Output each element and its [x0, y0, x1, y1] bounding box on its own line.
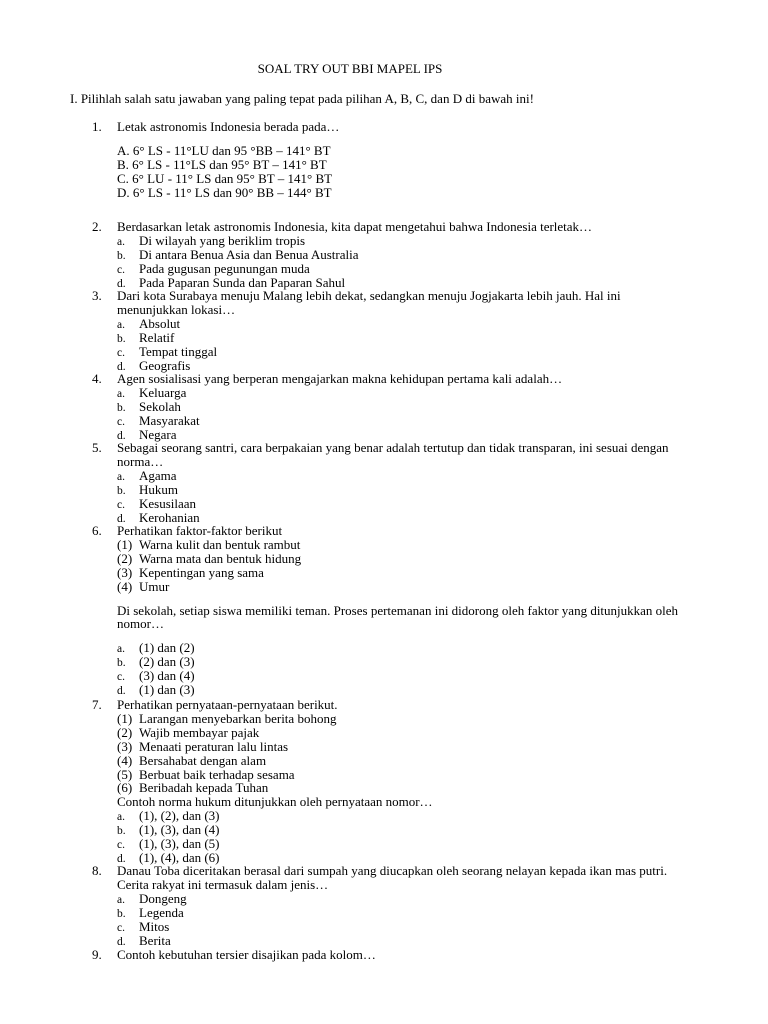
list-item [117, 726, 259, 740]
question-number: 1. [92, 119, 102, 134]
question-number: 3. [92, 288, 102, 303]
title-text: SOAL TRY OUT BBI MAPEL IPS [257, 61, 443, 76]
option-text: Mitos [139, 918, 170, 934]
question-text: norma… [117, 453, 164, 469]
item-text: Warna mata dan bentuk hidung [139, 550, 302, 566]
option-text: Pada gugusan pegunungan muda [139, 260, 310, 276]
item-number: (5) [117, 766, 133, 782]
option-letter: a. [117, 811, 125, 824]
question-number: 4. [92, 371, 102, 386]
list-item [117, 740, 288, 754]
list-item [117, 754, 266, 768]
question-prompt: nomor… [117, 616, 164, 632]
list-item [117, 552, 301, 566]
option-letter: a. [117, 318, 125, 331]
list-item [117, 712, 336, 726]
question-number: 6. [92, 523, 102, 538]
option-letter: b. [117, 825, 126, 838]
option-letter: a. [117, 893, 125, 906]
question-number: 7. [92, 697, 102, 712]
option-text: Hukum [139, 481, 178, 497]
option-text: Kerohanian [139, 509, 200, 525]
option-text: D. 6° LS - 11° LS dan 90° BB – 144° BT [117, 184, 332, 200]
item-text: Menaati peraturan lalu lintas [139, 738, 289, 754]
item-text: Wajib membayar pajak [139, 724, 260, 740]
option-letter: a. [117, 643, 125, 656]
option-text: Kesusilaan [139, 495, 197, 511]
list-item [117, 580, 169, 594]
question-number: 5. [92, 440, 102, 455]
option-text: Geografis [139, 357, 191, 373]
item-text: Warna kulit dan bentuk rambut [139, 536, 301, 552]
list-item [117, 768, 295, 782]
option-text: Di antara Benua Asia dan Benua Australia [139, 246, 359, 262]
option-letter: a. [117, 235, 125, 248]
option-text: (1), (3), dan (5) [139, 836, 220, 851]
item-text: Larangan menyebarkan berita bohong [139, 710, 337, 726]
option-letter: c. [117, 415, 125, 428]
question-text: Perhatikan pernyataan-pernyataan berikut. [117, 697, 338, 712]
item-number: (1) [117, 710, 133, 726]
option-text: (3) dan (4) [139, 668, 195, 684]
question-text: Letak astronomis Indonesia berada pada… [117, 119, 340, 134]
option-letter: d. [117, 852, 126, 865]
option-letter: a. [117, 387, 125, 400]
question-number: 9. [92, 947, 102, 962]
option-text: Sekolah [139, 398, 181, 414]
document-title [0, 62, 700, 76]
option-text: Berita [139, 932, 171, 948]
question-text: Dari kota Surabaya menuju Malang lebih dekat, sedangkan menuju Jogjakarta lebih jauh. Hal ini [117, 288, 621, 303]
option-letter: d. [117, 360, 126, 373]
option-letter: d. [117, 685, 126, 697]
item-text: Kepentingan yang sama [139, 564, 264, 580]
list-item [117, 781, 268, 795]
option-letter: b. [117, 657, 126, 670]
option-letter: b. [117, 484, 126, 497]
option-text: Relatif [139, 329, 175, 345]
question-prompt: Contoh norma hukum ditunjukkan oleh pernyataan nomor… [117, 794, 433, 810]
item-number: (3) [117, 564, 133, 580]
option-letter: d. [117, 512, 126, 525]
item-text: Berbuat baik terhadap sesama [139, 766, 295, 782]
item-number: (4) [117, 752, 133, 768]
item-number: (6) [117, 780, 133, 796]
option-text: B. 6° LS - 11°LS dan 95° BT – 141° BT [117, 156, 327, 172]
option-letter: c. [117, 921, 125, 934]
option-text: Legenda [139, 904, 184, 920]
option-letter: b. [117, 249, 126, 262]
question-text: Berdasarkan letak astronomis Indonesia, kita dapat mengetahui bahwa Indonesia terletak… [117, 219, 593, 234]
question-text: Perhatikan faktor-faktor berikut [117, 523, 283, 538]
item-number: (2) [117, 550, 133, 566]
option-letter: a. [117, 470, 125, 483]
list-item [117, 538, 300, 552]
question-text: Contoh kebutuhan tersier disajikan pada kolom… [117, 947, 376, 962]
option-text: Tempat tinggal [139, 343, 218, 359]
option-letter: c. [117, 839, 125, 851]
question-prompt: Di sekolah, setiap siswa memiliki teman. Proses pertemanan ini didorong oleh faktor yang ditunjukkan oleh [117, 602, 679, 618]
option-letter: d. [117, 935, 126, 948]
item-number: (4) [117, 578, 133, 594]
option-text: Keluarga [139, 384, 187, 400]
option-text: Masyarakat [139, 412, 200, 428]
option-text: (1), (4), dan (6) [139, 849, 220, 865]
item-number: (1) [117, 536, 133, 552]
answer-option [117, 186, 332, 200]
option-text: Absolut [139, 315, 181, 331]
item-text: Bersahabat dengan alam [139, 752, 267, 768]
list-item [117, 566, 264, 580]
answer-option [117, 158, 327, 172]
option-text: Agama [139, 467, 177, 483]
option-text: (1) dan (3) [139, 682, 195, 697]
answer-option [117, 683, 195, 698]
answer-option [117, 172, 332, 186]
option-letter: b. [117, 907, 126, 920]
option-text: (2) dan (3) [139, 654, 195, 670]
option-text: Negara [139, 426, 177, 442]
item-number: (2) [117, 724, 133, 740]
item-text: Umur [139, 578, 170, 594]
option-letter: b. [117, 401, 126, 414]
option-letter: c. [117, 263, 125, 276]
item-text: Beribadah kepada Tuhan [139, 780, 269, 796]
section-instruction: I. Pilihlah salah satu jawaban yang paling tepat pada pilihan A, B, C, dan D di bawah ini! [70, 91, 534, 106]
question-text: menunjukkan lokasi… [117, 301, 236, 317]
option-text: C. 6° LU - 11° LS dan 95° BT – 141° BT [117, 170, 333, 186]
question-number: 2. [92, 219, 102, 234]
option-letter: d. [117, 429, 126, 442]
question-text: Danau Toba diceritakan berasal dari sumpah yang diucapkan oleh seorang nelayan kepada ikan mas putri. [117, 863, 668, 878]
question-number: 8. [92, 863, 102, 878]
option-text: A. 6° LS - 11°LU dan 95 °BB – 141° BT [117, 142, 331, 158]
question-text: Sebagai seorang santri, cara berpakaian yang benar adalah tertutup dan tidak transparan, ini sesuai dengan [117, 440, 669, 455]
option-text: Pada Paparan Sunda dan Paparan Sahul [139, 274, 346, 290]
option-text: (1) dan (2) [139, 640, 195, 656]
question-text: Cerita rakyat ini termasuk dalam jenis… [117, 876, 329, 892]
option-letter: c. [117, 671, 125, 684]
option-letter: b. [117, 332, 126, 345]
option-letter: c. [117, 346, 125, 359]
option-text: (1), (2), dan (3) [139, 808, 220, 824]
option-text: Dongeng [139, 890, 187, 906]
question-text: Agen sosialisasi yang berperan mengajarkan makna kehidupan pertama kali adalah… [117, 371, 563, 386]
option-letter: d. [117, 277, 126, 290]
item-number: (3) [117, 738, 133, 754]
option-text: (1), (3), dan (4) [139, 822, 220, 838]
option-letter: c. [117, 498, 125, 511]
option-text: Di wilayah yang beriklim tropis [139, 232, 306, 248]
answer-option [117, 144, 331, 158]
